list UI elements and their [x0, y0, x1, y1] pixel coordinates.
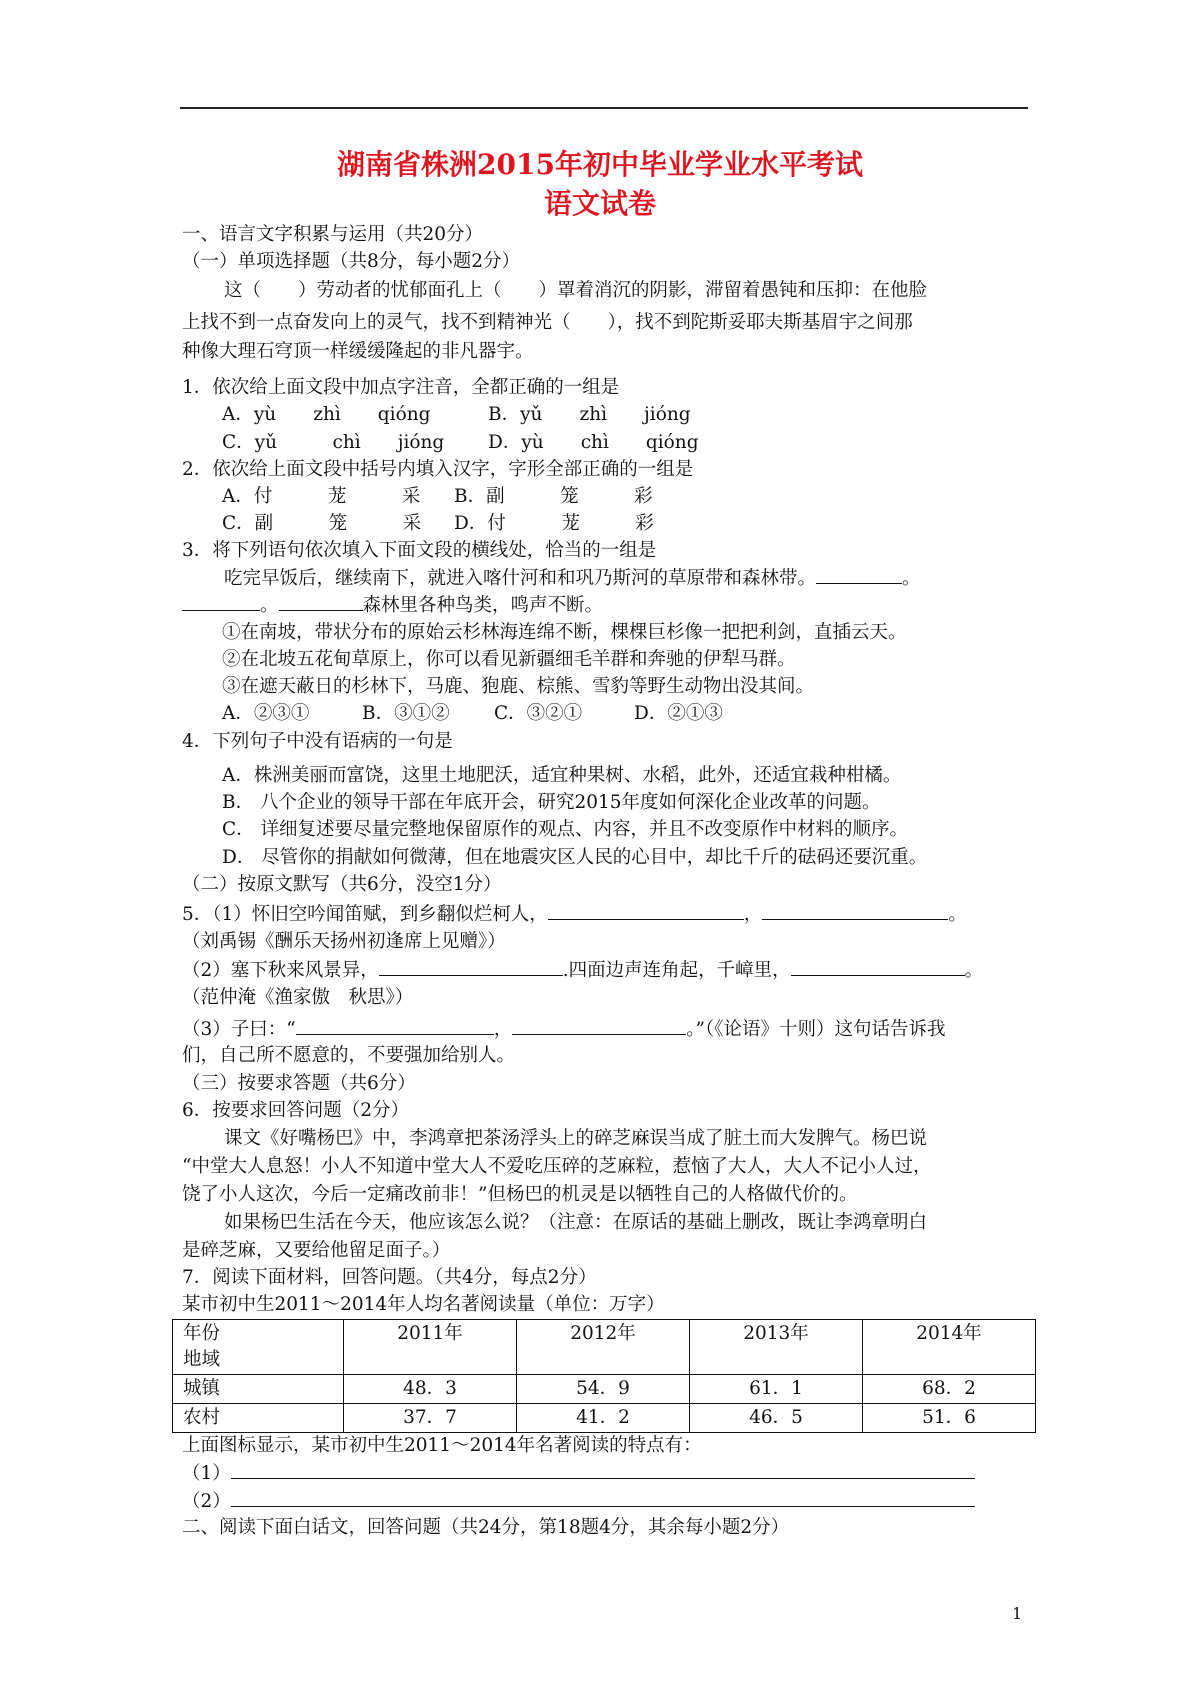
q7-answer-2-label: （2） — [182, 1491, 231, 1512]
q6-stem: 6．按要求回答问题（2分） — [182, 1100, 410, 1121]
q3-text-line1: 吃完早饭后，继续南下，就进入喀什河和和巩乃斯河的草原带和森林带。 。 — [224, 565, 921, 592]
row-region: 城镇 — [173, 1375, 344, 1404]
exam-subtitle: 语文试卷 — [543, 187, 656, 220]
table-cell: 54．9 — [517, 1375, 690, 1404]
q4-option-c: C． 详细复述要尽量完整地保留原作的观点、内容，并且不改变原作中材料的顺序。 — [222, 819, 909, 840]
q7-after-text: 上面图标显示，某市初中生2011～2014年名著阅读的特点有： — [182, 1435, 702, 1456]
q3-options — [222, 701, 723, 727]
q4-option-b: B． 八个企业的领导干部在年底开会，研究2015年度如何深化企业改革的问题。 — [222, 792, 881, 813]
q6-para-line3: 饶了小人这次，今后一定痛改前非！”但杨巴的机灵是以牺牲自己的人格做代价的。 — [182, 1184, 858, 1205]
q6-para-line1: 课文《好嘴杨巴》中，李鸿章把茶汤浮头上的碎芝麻误当成了脏土而大发脾气。杨巴说 — [224, 1128, 928, 1149]
q3-option-d: D．②①③ — [634, 703, 723, 724]
q5-3-text2: 。”（《论语》十则）这句话告诉我 — [686, 1019, 946, 1040]
q2-options-row1 — [222, 484, 653, 510]
q5-2-source: （范仲淹《渔家傲 秋思》） — [182, 987, 414, 1008]
q5-2-blank-2[interactable] — [791, 957, 965, 976]
q3-option-b: B．③①② — [362, 703, 450, 724]
q4-stem: 4．下列句子中没有语病的一句是 — [182, 731, 453, 752]
row-region: 农村 — [173, 1404, 344, 1433]
q2-option-d: D．付 茏 彩 — [454, 513, 654, 534]
q2-option-c: C．副 笼 采 — [222, 513, 422, 534]
q5-2-period: 。 — [964, 960, 984, 981]
q3-option-a: A．②③① — [222, 703, 310, 724]
q5-line3 — [182, 1016, 945, 1043]
q3-sentence-1: ①在南坡，带状分布的原始云杉林海连绵不断，棵棵巨杉像一把把利剑，直插云天。 — [222, 622, 907, 643]
header-year-2012: 2012年 — [517, 1320, 690, 1375]
q7-answer-1-blank[interactable] — [231, 1460, 975, 1479]
header-year-2013: 2013年 — [690, 1320, 863, 1375]
q7-answer-2-blank[interactable] — [231, 1488, 975, 1507]
q2-option-a: A．付 茏 采 — [222, 486, 421, 507]
q1-options-row1 — [222, 402, 691, 428]
page-number: 1 — [1012, 1604, 1023, 1623]
table-header-row — [173, 1320, 1036, 1375]
passage-line-2: 上找不到一点奋发向上的灵气，找不到精神光（ ），找不到陀斯妥耶夫斯基眉宇之间那 — [182, 312, 913, 333]
q6-para-line2: “中堂大人息怒！小人不知道中堂大人不爱吃压碎的芝麻粒，惹恼了大人，大人不记小人过， — [182, 1156, 932, 1177]
table-cell: 68．2 — [863, 1375, 1036, 1404]
q5-3-blank-1[interactable] — [296, 1016, 494, 1035]
q3-sentence-3: ③在遮天蔽日的杉林下，马鹿、狍鹿、棕熊、雪豹等野生动物出没其间。 — [222, 676, 815, 697]
q5-1-comma: ， — [743, 904, 763, 925]
exam-title: 湖南省株洲2015年初中毕业学业水平考试 — [337, 148, 863, 181]
q3-text1: 吃完早饭后，继续南下，就进入喀什河和和巩乃斯河的草原带和森林带。 — [224, 568, 817, 589]
table-cell: 41．2 — [517, 1404, 690, 1433]
q1-option-b: B．yǔ zhì jióng — [488, 404, 691, 425]
table-cell: 48．3 — [344, 1375, 517, 1404]
q5-line1 — [182, 901, 967, 928]
part3-heading: （三）按要求答题（共6分） — [182, 1073, 416, 1094]
q5-2-text: （2）塞下秋来风景异， — [182, 960, 379, 981]
header-rule — [180, 107, 1028, 109]
q6-para-line5: 是碎芝麻，又要给他留足面子。） — [182, 1240, 451, 1261]
q2-stem: 2．依次给上面文段中括号内填入汉字，字形全部正确的一组是 — [182, 459, 694, 480]
section1-heading: 一、语言文字积累与运用（共20分） — [182, 224, 484, 245]
header-region-label: 地域 — [183, 1349, 221, 1370]
header-year-label: 年份 — [183, 1323, 221, 1344]
table-row — [173, 1375, 1036, 1404]
q3-sentence-2: ②在北坡五花甸草原上，你可以看见新疆细毛羊群和奔驰的伊犁马群。 — [222, 649, 796, 670]
passage-line-3: 种像大理石穹顶一样缓缓隆起的非凡器宇。 — [182, 341, 534, 362]
header-year-2014: 2014年 — [863, 1320, 1036, 1375]
q5-1-blank-1[interactable] — [548, 901, 744, 920]
reading-table — [172, 1319, 1036, 1433]
q7-stem: 7．阅读下面材料，回答问题。（共4分，每点2分） — [182, 1267, 597, 1288]
table-cell: 61．1 — [690, 1375, 863, 1404]
table-row — [173, 1404, 1036, 1433]
q5-1-text: 5．（1）怀旧空吟闻笛赋，到乡翻似烂柯人， — [182, 904, 548, 925]
q6-para-line4: 如果杨巴生活在今天，他应该怎么说？（注意：在原话的基础上删改，既让李鸿章明白 — [224, 1212, 928, 1233]
table-cell: 51．6 — [863, 1404, 1036, 1433]
part1-heading: （一）单项选择题（共8分，每小题2分） — [182, 251, 521, 272]
section2-heading: 二、阅读下面白话文，回答问题（共24分，第18题4分，其余每小题2分） — [182, 1517, 790, 1538]
q5-line2 — [182, 957, 983, 984]
q3-option-c: C．③②① — [494, 703, 583, 724]
q2-options-row2 — [222, 511, 654, 537]
q1-stem: 1．依次给上面文段中加点字注音，全都正确的一组是 — [182, 377, 620, 398]
q5-3-comma: ， — [493, 1019, 513, 1040]
q4-option-d: D． 尽管你的捐献如何微薄，但在地震灾区人民的心目中，却比千斤的砝码还要沉重。 — [222, 847, 928, 868]
q1-option-c: C．yǔ chì jióng — [222, 432, 445, 453]
passage-line-1: 这（ ）劳动者的忧郁面孔上（ ）罩着消沉的阴影，滞留着愚钝和压抑：在他脸 — [224, 280, 928, 301]
q5-1-period: 。 — [948, 904, 967, 925]
q7-answer-line2 — [182, 1488, 975, 1515]
part2-heading: （二）按原文默写（共6分，没空1分） — [182, 874, 502, 895]
q7-answer-line1 — [182, 1460, 975, 1487]
table-cell: 46．5 — [690, 1404, 863, 1433]
q3-blank-1[interactable] — [816, 565, 902, 584]
q7-answer-1-label: （1） — [182, 1463, 231, 1484]
q5-1-source: （刘禹锡《酬乐天扬州初逢席上见赠》） — [182, 931, 506, 952]
q3-stem: 3．将下列语句依次填入下面文段的横线处，恰当的一组是 — [182, 540, 657, 561]
header-year-2011: 2011年 — [344, 1320, 517, 1375]
table-corner-cell — [173, 1320, 344, 1375]
q5-1-blank-2[interactable] — [762, 901, 948, 920]
q3-text-line2: 。 森林里各种鸟类，鸣声不断。 — [182, 592, 603, 619]
table-cell: 37．7 — [344, 1404, 517, 1433]
q3-blank-2[interactable] — [182, 592, 260, 611]
q5-3-text: （3）子曰：“ — [182, 1019, 296, 1040]
q5-2-text2: .四面边声连角起，千嶂里， — [562, 960, 791, 981]
q3-blank-3[interactable] — [279, 592, 363, 611]
q2-option-b: B．副 笼 彩 — [454, 486, 653, 507]
q5-3-explain: 们，自己所不愿意的，不要强加给别人。 — [182, 1045, 516, 1066]
q3-text2: 森林里各种鸟类，鸣声不断。 — [362, 595, 604, 616]
q7-table-title: 某市初中生2011～2014年人均名著阅读量（单位：万字） — [182, 1294, 665, 1315]
q5-2-blank-1[interactable] — [379, 957, 563, 976]
q4-option-a: A．株洲美丽而富饶，这里土地肥沃，适宜种果树、水稻，此外，还适宜栽种柑橘。 — [222, 765, 902, 786]
q1-option-a: A．yù zhì qióng — [222, 404, 431, 425]
q1-options-row2 — [222, 430, 699, 456]
q5-3-blank-2[interactable] — [512, 1016, 686, 1035]
q1-option-d: D．yù chì qióng — [488, 432, 699, 453]
